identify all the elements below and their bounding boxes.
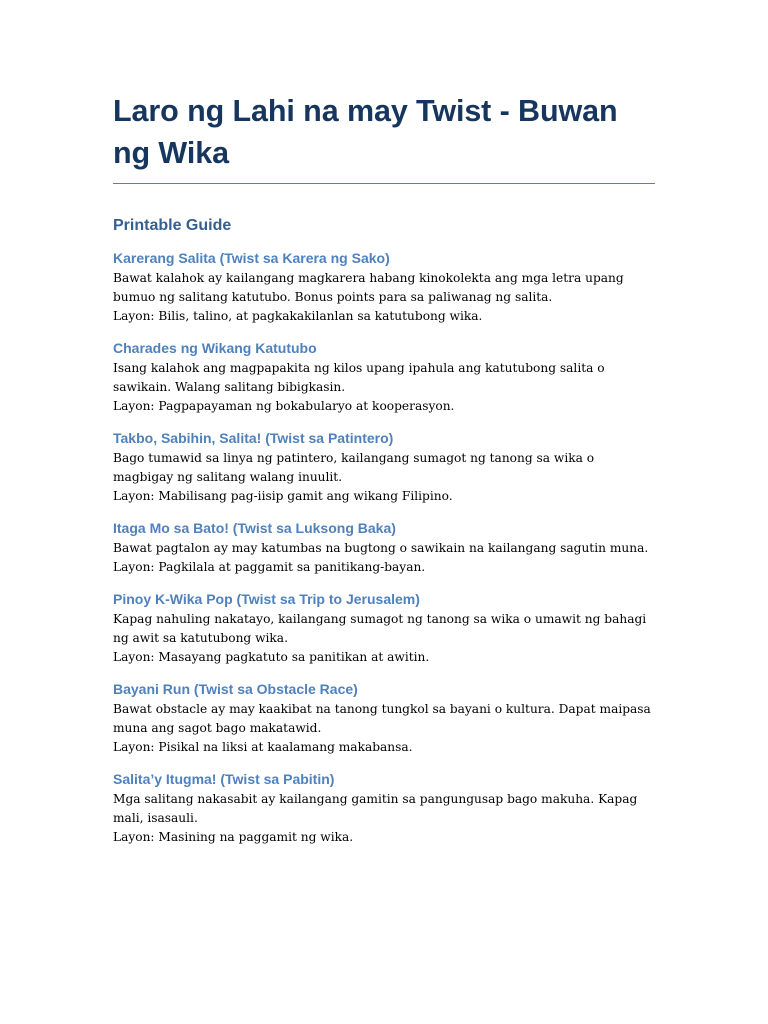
section-heading: Karerang Salita (Twist sa Karera ng Sako) [113,250,390,266]
game-section [113,429,655,506]
game-section [113,519,655,577]
section-heading: Itaga Mo sa Bato! (Twist sa Luksong Baka) [113,520,396,536]
game-section [113,249,655,326]
section-heading: Pinoy K-Wika Pop (Twist sa Trip to Jerusalem) [113,591,420,607]
section-heading: Salita’y Itugma! (Twist sa Pabitin) [113,771,335,787]
section-goal: Layon: Masining na paggamit ng wika. [113,830,354,844]
section-description: Mga salitang nakasabit ay kailangang gamitin sa pangungusap bago makuha. Kapag mali, isasauli. [113,792,638,825]
section-description: Isang kalahok ang magpapakita ng kilos upang ipahula ang katutubong salita o sawikain. Walang salitang bibigkasin. [113,361,605,394]
section-heading: Bayani Run (Twist sa Obstacle Race) [113,681,358,697]
section-description: Bago tumawid sa linya ng patintero, kailangang sumagot ng tanong sa wika o magbigay ng salitang walang inuulit. [113,451,595,484]
section-description: Bawat kalahok ay kailangang magkarera habang kinokolekta ang mga letra upang bumuo ng salitang katutubo. Bonus points para sa paliwanag ng salita. [113,271,624,304]
section-description: Bawat pagtalon ay may katumbas na bugtong o sawikain na kailangang sagutin muna. [113,541,649,555]
section-heading: Takbo, Sabihin, Salita! (Twist sa Patintero) [113,430,394,446]
section-description: Bawat obstacle ay may kaakibat na tanong tungkol sa bayani o kultura. Dapat maipasa muna ang sagot bago makatawid. [113,702,651,735]
game-section [113,590,655,667]
section-body [113,539,655,577]
section-body [113,359,655,416]
section-goal: Layon: Masayang pagkatuto sa panitikan at awitin. [113,650,430,664]
section-goal: Layon: Mabilisang pag-iisip gamit ang wikang Filipino. [113,489,453,503]
section-body [113,449,655,506]
game-section [113,770,655,847]
section-heading: Charades ng Wikang Katutubo [113,340,317,356]
game-section [113,680,655,757]
section-goal: Layon: Pagpapayaman ng bokabularyo at kooperasyon. [113,399,455,413]
section-body [113,700,655,757]
section-body [113,269,655,326]
section-description: Kapag nahuling nakatayo, kailangang sumagot ng tanong sa wika o umawit ng bahagi ng awit sa katutubong wika. [113,612,647,645]
section-body [113,790,655,847]
section-goal: Layon: Pisikal na liksi at kaalamang makabansa. [113,740,413,754]
section-goal: Layon: Bilis, talino, at pagkakakilanlan sa katutubong wika. [113,309,483,323]
document-page [113,90,655,847]
section-body [113,610,655,667]
game-section [113,339,655,416]
section-goal: Layon: Pagkilala at paggamit sa panitikang-bayan. [113,560,426,574]
document-subtitle: Printable Guide [113,217,232,234]
document-title: Laro ng Lahi na may Twist - Buwan ng Wika [113,90,655,184]
